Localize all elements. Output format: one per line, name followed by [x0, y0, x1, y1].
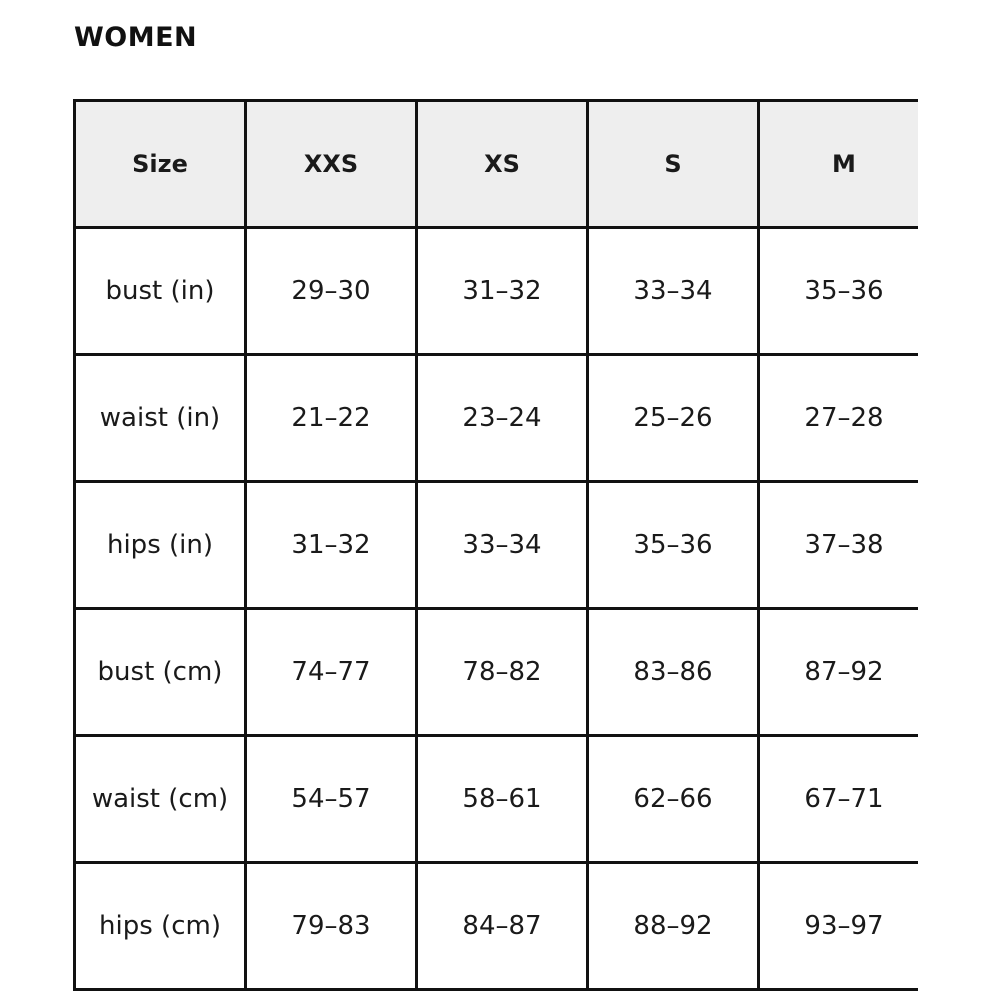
row-label: waist (cm) — [75, 736, 246, 863]
table-cell: 67–71 — [759, 736, 919, 863]
header-m: M — [759, 101, 919, 228]
table-cell: 83–86 — [588, 609, 759, 736]
table-cell: 87–92 — [759, 609, 919, 736]
header-xs: XS — [417, 101, 588, 228]
table-cell: 35–36 — [588, 482, 759, 609]
table-cell: 31–32 — [246, 482, 417, 609]
row-label: hips (in) — [75, 482, 246, 609]
table-cell: 58–61 — [417, 736, 588, 863]
size-table — [73, 99, 918, 991]
table-cell: 33–34 — [417, 482, 588, 609]
table-cell: 31–32 — [417, 228, 588, 355]
page-title: WOMEN — [74, 22, 198, 53]
table-row — [75, 228, 919, 355]
header-size: Size — [75, 101, 246, 228]
table-cell: 29–30 — [246, 228, 417, 355]
table-row — [75, 863, 919, 990]
table-cell: 88–92 — [588, 863, 759, 990]
table-cell: 93–97 — [759, 863, 919, 990]
table-cell: 23–24 — [417, 355, 588, 482]
table-cell: 62–66 — [588, 736, 759, 863]
size-table-container — [73, 99, 918, 1000]
table-cell: 37–38 — [759, 482, 919, 609]
table-cell: 84–87 — [417, 863, 588, 990]
table-cell: 74–77 — [246, 609, 417, 736]
row-label: waist (in) — [75, 355, 246, 482]
table-cell: 78–82 — [417, 609, 588, 736]
table-cell: 79–83 — [246, 863, 417, 990]
header-xxs: XXS — [246, 101, 417, 228]
table-cell: 25–26 — [588, 355, 759, 482]
table-cell: 21–22 — [246, 355, 417, 482]
table-row — [75, 609, 919, 736]
table-row — [75, 736, 919, 863]
row-label: hips (cm) — [75, 863, 246, 990]
table-row — [75, 355, 919, 482]
table-cell: 35–36 — [759, 228, 919, 355]
table-cell: 54–57 — [246, 736, 417, 863]
table-row — [75, 482, 919, 609]
row-label: bust (in) — [75, 228, 246, 355]
table-header-row — [75, 101, 919, 228]
table-cell: 33–34 — [588, 228, 759, 355]
table-cell: 27–28 — [759, 355, 919, 482]
row-label: bust (cm) — [75, 609, 246, 736]
header-s: S — [588, 101, 759, 228]
